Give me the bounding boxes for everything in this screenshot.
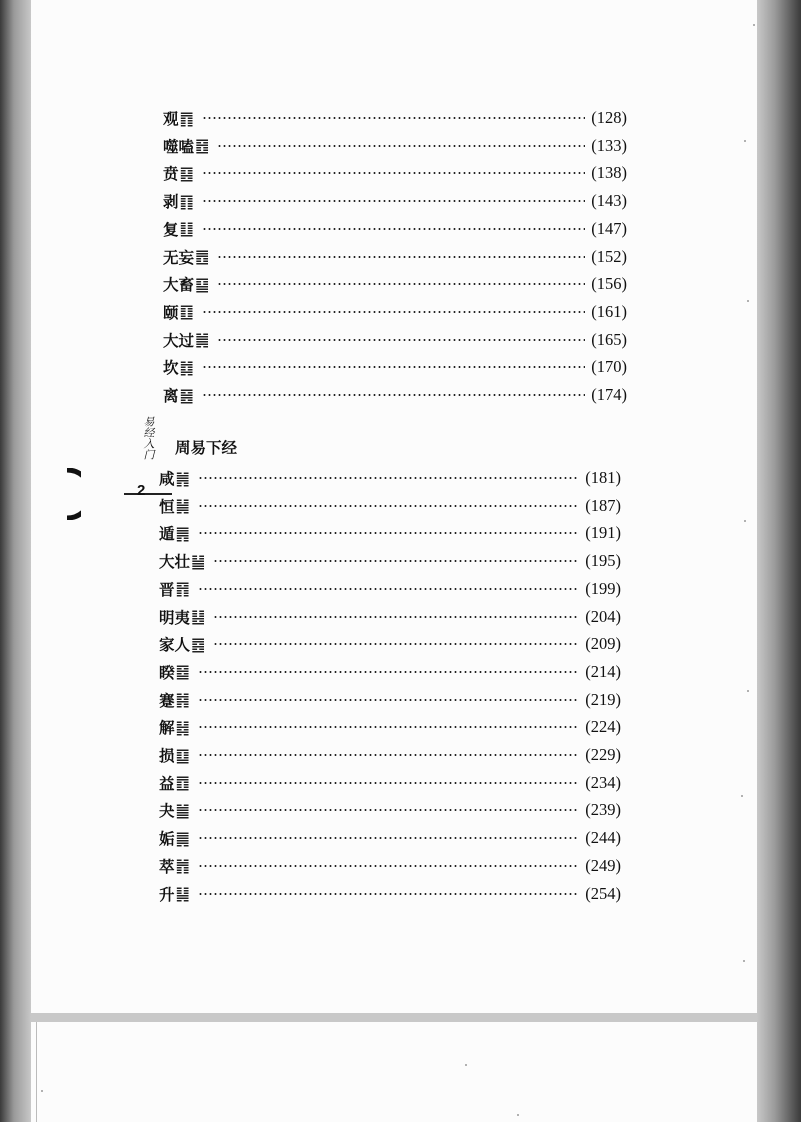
dot-leader <box>198 865 579 867</box>
dot-leader <box>202 311 585 313</box>
dot-leader <box>202 394 585 396</box>
toc-entry <box>163 161 627 185</box>
toc-page-number: (143) <box>591 191 627 211</box>
toc-page-number: (199) <box>585 578 621 598</box>
toc-entry <box>163 134 627 158</box>
hexagram-symbol: ䷫ <box>175 828 190 848</box>
hexagram-name: 颐 <box>163 302 179 322</box>
dot-leader <box>198 782 579 784</box>
dot-leader <box>202 228 585 230</box>
toc-entry <box>159 632 621 656</box>
toc-entry <box>159 882 621 906</box>
hexagram-symbol: ䷙ <box>195 274 210 294</box>
hexagram-symbol: ䷘ <box>195 247 210 266</box>
toc-entry <box>163 272 627 296</box>
hexagram-name: 咸 <box>159 469 175 488</box>
hexagram-symbol: ䷖ <box>179 191 194 211</box>
dot-leader <box>217 145 585 147</box>
hexagram-name: 无妄 <box>163 247 195 267</box>
toc-page-number: (147) <box>591 218 627 238</box>
toc-entry <box>159 549 621 573</box>
hexagram-symbol: ䷠ <box>175 523 190 543</box>
toc-page-number: (187) <box>585 495 621 515</box>
toc-entry <box>159 715 621 739</box>
toc-entry <box>163 300 627 324</box>
hexagram-name: 大壮 <box>159 552 191 572</box>
hexagram-symbol: ䷧ <box>175 717 190 737</box>
hexagram-name: 姤 <box>159 829 175 849</box>
toc-page-number: (138) <box>591 163 627 183</box>
hexagram-name: 贲 <box>163 164 179 184</box>
toc-entry <box>159 854 621 878</box>
hexagram-symbol: ䷕ <box>179 163 194 183</box>
toc-entry <box>159 743 621 767</box>
dot-leader <box>198 532 579 534</box>
dot-leader <box>198 477 579 479</box>
hexagram-symbol: ䷞ <box>175 468 190 488</box>
hexagram-symbol: ䷤ <box>191 634 206 654</box>
hexagram-name: 剥 <box>163 192 179 212</box>
hexagram-name: 解 <box>159 718 175 738</box>
next-document-page <box>31 1022 757 1122</box>
hexagram-symbol: ䷟ <box>175 496 190 516</box>
dot-leader <box>213 560 579 562</box>
hexagram-name: 复 <box>163 219 179 239</box>
hexagram-symbol: ䷛ <box>195 330 210 350</box>
toc-page-number: (219) <box>585 689 621 709</box>
hexagram-symbol: ䷪ <box>175 800 190 820</box>
hexagram-symbol: ䷬ <box>175 856 190 876</box>
toc-entry <box>159 577 621 601</box>
hexagram-name: 晋 <box>159 579 175 599</box>
hexagram-name: 大过 <box>163 330 195 350</box>
toc-page-number: (234) <box>585 772 621 792</box>
toc-page-number: (249) <box>585 855 621 875</box>
dot-leader <box>202 117 585 119</box>
toc-page-number: (170) <box>591 357 627 377</box>
toc-entry <box>159 466 621 490</box>
document-page <box>31 0 757 1013</box>
hexagram-name: 睽 <box>159 662 175 682</box>
running-book-title: 易经入门 <box>142 416 155 460</box>
dot-leader <box>198 505 579 507</box>
dot-leader <box>202 366 585 368</box>
dot-leader <box>202 200 585 202</box>
dot-leader <box>217 283 585 285</box>
toc-entry <box>159 521 621 545</box>
toc-page-number: (214) <box>585 661 621 681</box>
dot-leader <box>198 893 579 895</box>
toc-page-number: (229) <box>585 745 621 764</box>
toc-entry <box>159 605 621 629</box>
dot-leader <box>198 837 579 839</box>
toc-entry <box>163 106 627 130</box>
toc-page-number: (152) <box>591 246 627 266</box>
hexagram-name: 损 <box>159 746 175 765</box>
toc-entry <box>159 826 621 850</box>
dot-leader <box>198 588 579 590</box>
toc-entry <box>159 688 621 712</box>
hexagram-name: 蹇 <box>159 690 175 710</box>
hexagram-symbol: ䷢ <box>175 579 190 599</box>
dot-leader <box>198 699 579 701</box>
toc-entry <box>163 328 627 352</box>
dot-leader <box>213 616 579 618</box>
hexagram-name: 观 <box>163 109 179 128</box>
toc-entry <box>163 189 627 213</box>
toc-page-number: (204) <box>585 606 621 626</box>
hexagram-symbol: ䷭ <box>175 884 190 903</box>
toc-page-number: (133) <box>591 135 627 155</box>
dot-leader <box>202 172 585 174</box>
hexagram-name: 恒 <box>159 496 175 516</box>
hexagram-name: 明夷 <box>159 607 191 627</box>
dot-leader <box>198 671 579 673</box>
page-number: 2 <box>137 482 146 499</box>
hexagram-symbol: ䷣ <box>191 607 206 626</box>
dot-leader <box>198 754 579 756</box>
dot-leader <box>217 256 585 258</box>
hexagram-symbol: ䷚ <box>179 302 194 322</box>
hexagram-symbol: ䷗ <box>179 219 194 239</box>
hexagram-name: 离 <box>163 386 179 405</box>
toc-page-number: (195) <box>585 551 621 571</box>
hexagram-name: 噬嗑 <box>163 136 195 156</box>
toc-entry <box>163 383 627 407</box>
hexagram-name: 大畜 <box>163 275 195 295</box>
dot-leader <box>198 726 579 728</box>
dot-leader <box>217 339 585 341</box>
hexagram-name: 萃 <box>159 856 175 876</box>
hexagram-name: 家人 <box>159 635 191 655</box>
toc-entry <box>163 355 627 379</box>
hexagram-symbol: ䷩ <box>175 773 190 793</box>
hexagram-symbol: ䷨ <box>175 745 190 765</box>
toc-page-number: (239) <box>585 800 621 820</box>
toc-entry <box>159 660 621 684</box>
section-title: 周易下经 <box>175 439 238 457</box>
hexagram-name: 遁 <box>159 524 175 544</box>
toc-entry <box>159 771 621 795</box>
hexagram-symbol: ䷜ <box>179 357 194 377</box>
page-tab-arc-mark <box>41 468 81 520</box>
toc-page-number: (174) <box>591 385 627 404</box>
hexagram-symbol: ䷡ <box>191 551 206 571</box>
page-tab-line <box>124 493 172 495</box>
hexagram-name: 坎 <box>163 358 179 378</box>
hexagram-symbol: ䷝ <box>179 385 194 405</box>
hexagram-name: 益 <box>159 773 175 793</box>
hexagram-name: 升 <box>159 884 175 904</box>
toc-page-number: (165) <box>591 329 627 349</box>
hexagram-symbol: ䷔ <box>195 136 210 156</box>
toc-page-number: (128) <box>591 108 627 127</box>
toc-entry <box>159 798 621 822</box>
hexagram-name: 夬 <box>159 801 175 821</box>
toc-entry <box>159 494 621 518</box>
hexagram-symbol: ䷦ <box>175 690 190 710</box>
hexagram-symbol: ䷥ <box>175 662 190 682</box>
toc-page-number: (156) <box>591 274 627 294</box>
toc-page-number: (209) <box>585 634 621 654</box>
hexagram-symbol: ䷓ <box>179 108 194 128</box>
toc-entry <box>163 217 627 241</box>
toc-entry <box>163 245 627 269</box>
toc-page-number: (254) <box>585 883 621 903</box>
toc-page-number: (161) <box>591 301 627 321</box>
toc-page-number: (181) <box>585 468 621 487</box>
toc-page-number: (191) <box>585 523 621 543</box>
dot-leader <box>198 809 579 811</box>
toc-page-number: (224) <box>585 717 621 737</box>
dot-leader <box>213 643 579 645</box>
toc-page-number: (244) <box>585 828 621 848</box>
